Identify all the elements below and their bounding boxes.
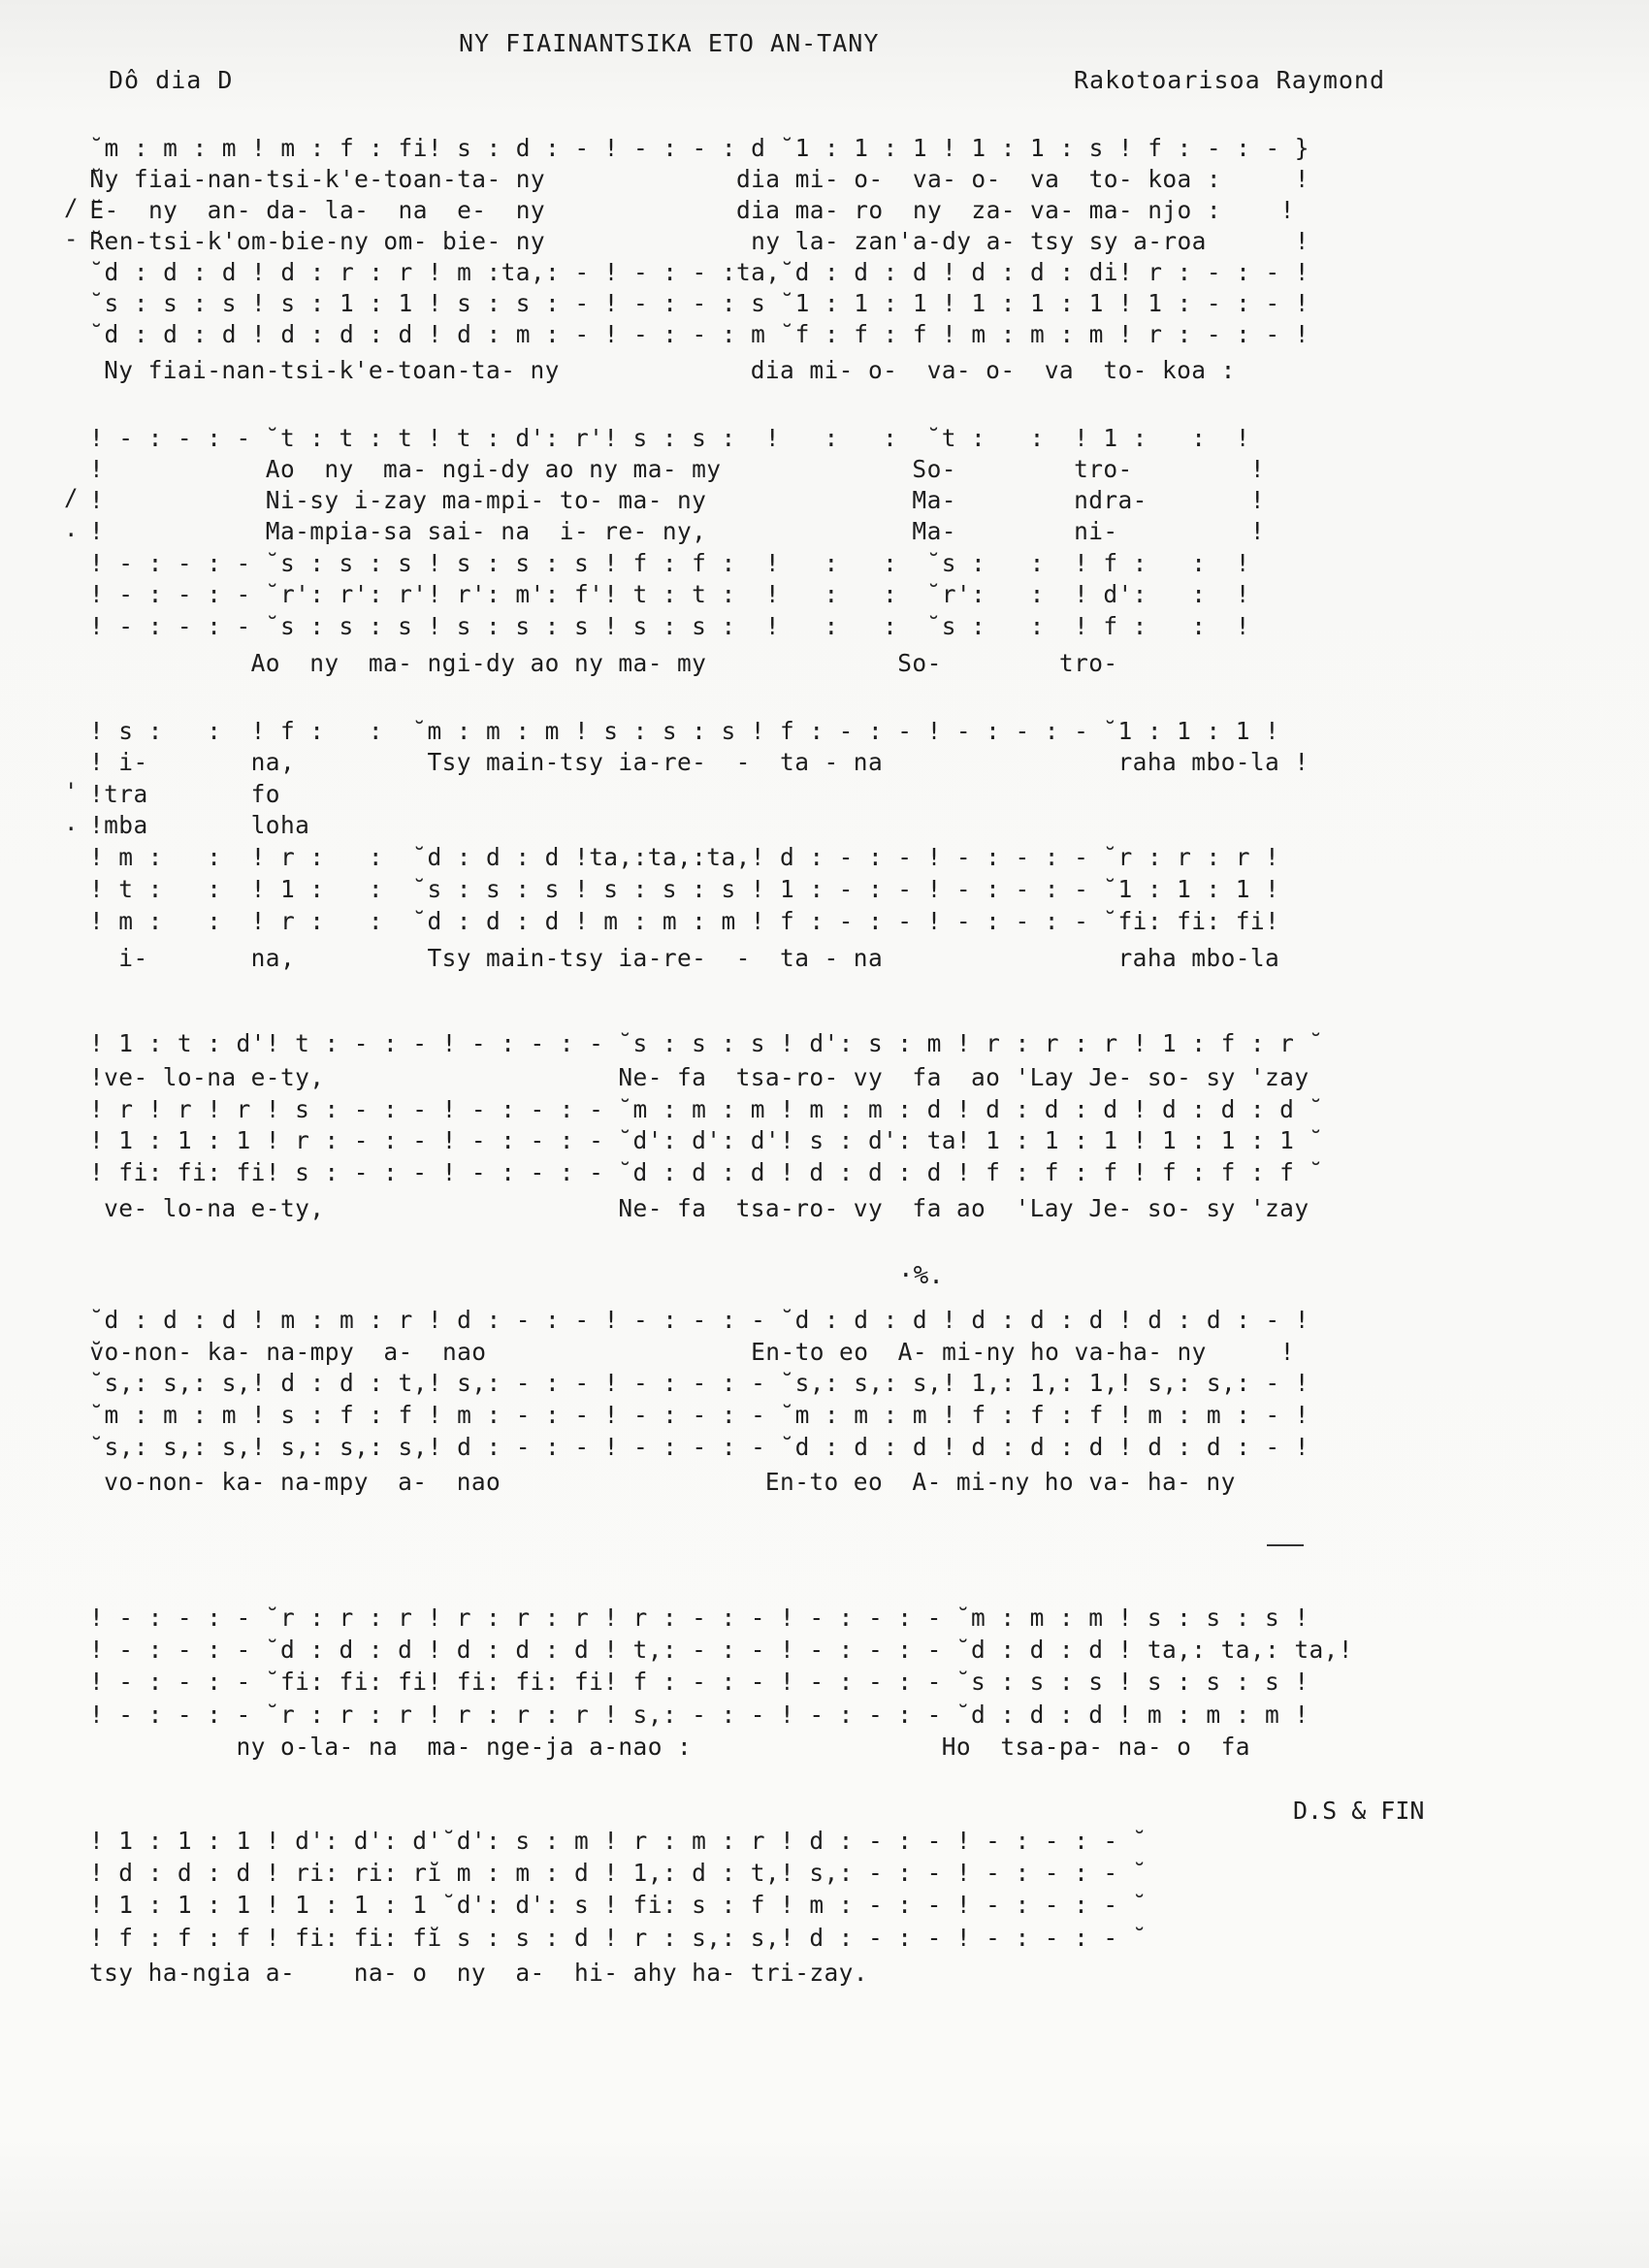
score-line: ! - : - : - ̆ d : d : d ! d : d : d ! t,: - : - ! - : - : - ̆ d : d : d ! ta,: ta,: ta,! <box>89 1636 1353 1664</box>
lyric-line: tsy ha-ngia a- na- o ny a- hi- ahy ha- tri-zay. <box>89 1959 868 1987</box>
margin-mark: . <box>64 809 79 836</box>
divider <box>1267 1544 1304 1546</box>
score-line: ! t : : ! 1 : : ̆ s : s : s ! s : s : s ! 1 : - : - ! - : - : - ̆ 1 : 1 : 1 ! <box>89 875 1280 903</box>
score-line: ! m : : ! r : : ̆ d : d : d ! m : m : m ! f : - : - ! - : - : - ̆ fi: fi: fi! <box>89 907 1280 935</box>
lyric-line: ̆Ny fiai-nan-tsi-k'e-toan-ta- ny dia mi- o- va- o- va to- koa : ! <box>89 165 1310 193</box>
score-line: ̆ m : m : m ! s : f : f ! m : - : - ! - : - : - ̆ m : m : m ! f : f : f ! m : m : - ! <box>89 1401 1310 1429</box>
score-line: ! - : - : - ̆ r : r : r ! r : r : r ! r : - : - ! - : - : - ̆ m : m : m ! s : s : s ! <box>89 1604 1310 1632</box>
score-line: ! s : : ! f : : ̆ m : m : m ! s : s : s ! f : - : - ! - : - : - ̆ 1 : 1 : 1 ! <box>89 717 1280 745</box>
lyric-line: i- na, Tsy main-tsy ia-re- - ta - na raha mbo-la <box>89 944 1280 972</box>
score-line: ̆ s,: s,: s,! s,: s,: s,! d : - : - ! - : - : - ̆ d : d : d ! d : d : d ! d : d : - ! <box>89 1433 1310 1461</box>
score-line: ! - : - : - ̆ t : t : t ! t : d': r'! s : s : ! : : ̆ t : : ! 1 : : ! <box>89 424 1250 452</box>
score-line: ! r ! r ! r ! s : - : - ! - : - : - ̆ m : m : m ! m : m : d ! d : d : d ! d : d : d ̆ <box>89 1095 1310 1123</box>
lyric-line: !ve- lo-na e-ty, Ne- fa tsa-ro- vy fa ao 'Lay Je- so- sy 'zay <box>89 1063 1310 1091</box>
song-title: NY FIAINANTSIKA ETO AN-TANY <box>459 29 880 57</box>
score-line: ̆ s : s : s ! s : 1 : 1 ! s : s : - ! - : - : s ̆ 1 : 1 : 1 ! 1 : 1 : 1 ! 1 : - : - ! <box>89 289 1310 317</box>
lyric-line: ̆vo-non- ka- na-mpy a- nao En-to eo A- mi-ny ho va-ha- ny ! <box>89 1338 1295 1366</box>
score-line: ! - : - : - ̆ r': r': r'! r': m': f'! t : t : ! : : ̆ r': : ! d': : ! <box>89 580 1250 608</box>
lyric-line: ̆E- ny an- da- la- na e- ny dia ma- ro ny za- va- ma- njo : ! <box>89 196 1295 224</box>
score-line: ̆ s,: s,: s,! d : d : t,! s,: - : - ! - : - : - ̆ s,: s,: s,! 1,: 1,: 1,! s,: s,: - ! <box>89 1369 1310 1397</box>
margin-mark: / <box>64 484 79 511</box>
lyric-line: Ny fiai-nan-tsi-k'e-toan-ta- ny dia mi- o- va- o- va to- koa : <box>89 356 1236 384</box>
lyric-line: ! Ma-mpia-sa sai- na i- re- ny, Ma- ni- ! <box>89 517 1266 545</box>
composer-name: Rakotoarisoa Raymond <box>1074 66 1386 94</box>
lyric-line: ̆Ren-tsi-k'om-bie-ny om- bie- ny ny la- zan'a-dy a- tsy sy a-roa ! <box>89 227 1310 255</box>
score-line: ! m : : ! r : : ̆ d : d : d !ta,:ta,:ta,! d : - : - ! - : - : - ̆ r : r : r ! <box>89 843 1280 871</box>
score-line: ̆ d : d : d ! d : d : d ! d : m : - ! - : - : m ̆ f : f : f ! m : m : m ! r : - : - ! <box>89 320 1310 348</box>
score-line: ̆ m : m : m ! m : f : fi! s : d : - ! - : - : d ̆ 1 : 1 : 1 ! 1 : 1 : s ! f : - : - } <box>89 134 1310 162</box>
score-line: ! - : - : - ̆ s : s : s ! s : s : s ! f : f : ! : : ̆ s : : ! f : : ! <box>89 549 1250 577</box>
lyric-line: ! Ao ny ma- ngi-dy ao ny ma- my So- tro- ! <box>89 455 1266 483</box>
segno-sign: ·%. <box>898 1261 944 1290</box>
margin-mark: ' <box>64 778 79 805</box>
score-line: ! - : - : - ̆ fi: fi: fi! fi: fi: fi! f : - : - ! - : - : - ̆ s : s : s ! s : s : s ! <box>89 1668 1310 1696</box>
score-line: ! - : - : - ̆ r : r : r ! r : r : r ! s,: - : - ! - : - : - ̆ d : d : d ! m : m : m ! <box>89 1701 1310 1729</box>
ds-fin-marking: D.S & FIN <box>1293 1797 1425 1825</box>
lyric-line: ve- lo-na e-ty, Ne- fa tsa-ro- vy fa ao 'Lay Je- so- sy 'zay <box>89 1194 1310 1222</box>
score-line: ! 1 : 1 : 1 ! d': d': d'̆ d': s : m ! r : m : r ! d : - : - ! - : - : - ̆ <box>89 1827 1133 1855</box>
score-line: ̆ d : d : d ! m : m : r ! d : - : - ! - : - : - ̆ d : d : d ! d : d : d ! d : d : - ! <box>89 1306 1310 1334</box>
score-line: ! fi: fi: fi! s : - : - ! - : - : - ̆ d : d : d ! d : d : d ! f : f : f ! f : f : f ̆ <box>89 1158 1310 1186</box>
margin-mark: - <box>64 225 79 252</box>
score-line: ! 1 : t : d'! t : - : - ! - : - : - ̆ s : s : s ! d': s : m ! r : r : r ! 1 : f : r ̆ <box>89 1029 1310 1057</box>
lyric-line: ny o-la- na ma- nge-ja a-nao : Ho tsa-pa- na- o fa <box>89 1733 1250 1761</box>
score-line: ! 1 : 1 : 1 ! 1 : 1 : 1 ̆ d': d': s ! fi: s : f ! m : - : - ! - : - : - ̆ <box>89 1891 1133 1919</box>
lyric-line: ! i- na, Tsy main-tsy ia-re- - ta - na raha mbo-la ! <box>89 748 1310 776</box>
score-line: ! 1 : 1 : 1 ! r : - : - ! - : - : - ̆ d': d': d'! s : d': ta! 1 : 1 : 1 ! 1 : 1 : 1 ̆ <box>89 1126 1310 1154</box>
score-line: ! - : - : - ̆ s : s : s ! s : s : s ! s : s : ! : : ̆ s : : ! f : : ! <box>89 612 1250 640</box>
score-line: ̆ d : d : d ! d : r : r ! m :ta,: - ! - : - :ta,̆ d : d : d ! d : d : di! r : - : - ! <box>89 258 1310 286</box>
lyric-line: !tra fo <box>89 780 280 808</box>
lyric-line: !mba loha <box>89 811 310 839</box>
lyric-line: Ao ny ma- ngi-dy ao ny ma- my So- tro- <box>89 649 1118 677</box>
margin-mark: / <box>64 194 79 221</box>
score-line: ! d : d : d ! ri: ri: rĭ m : m : d ! 1,: d : t,! s,: - : - ! - : - : - ̆ <box>89 1859 1133 1887</box>
lyric-line: vo-non- ka- na-mpy a- nao En-to eo A- mi-ny ho va- ha- ny <box>89 1468 1236 1496</box>
score-line: ! f : f : f ! fi: fi: fĭ s : s : d ! r : s,: s,! d : - : - ! - : - : - ̆ <box>89 1924 1133 1952</box>
key-signature: Dô dia D <box>109 66 234 94</box>
margin-mark: . <box>64 515 79 542</box>
lyric-line: ! Ni-sy i-zay ma-mpi- to- ma- ny Ma- ndra- ! <box>89 486 1266 514</box>
